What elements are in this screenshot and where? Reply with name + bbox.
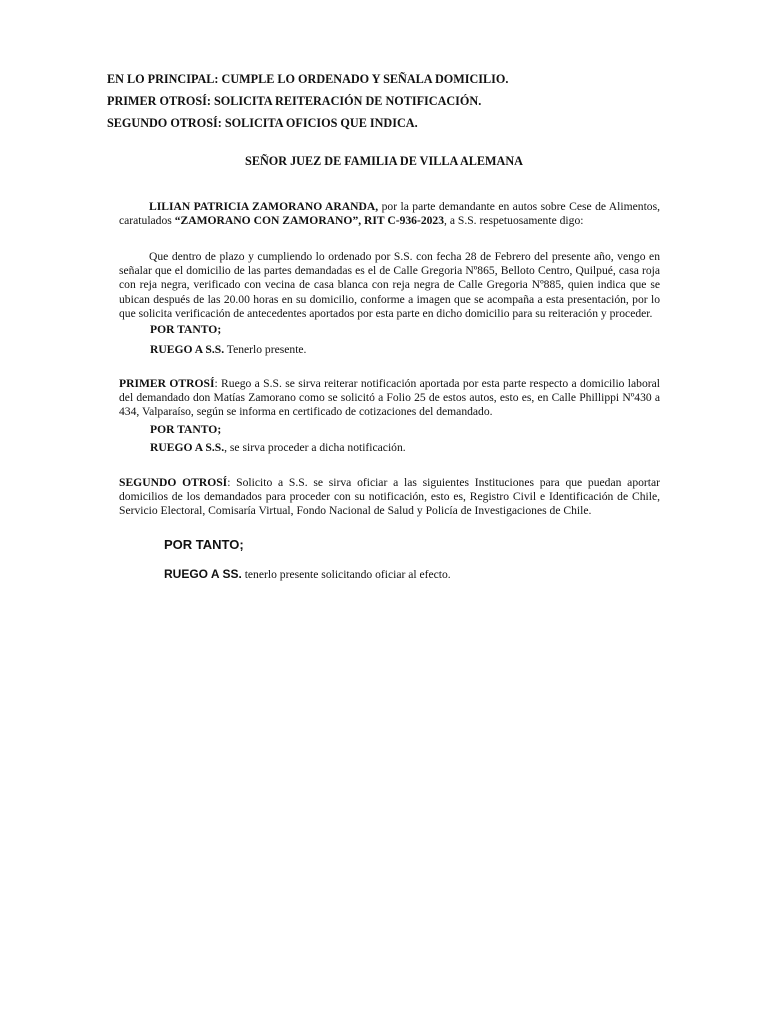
primer-otrosi-ruego (150, 441, 406, 454)
segundo-otrosi-label: SEGUNDO OTROSÍ (119, 476, 228, 489)
addressee-title: SEÑOR JUEZ DE FAMILIA DE VILLA ALEMANA (245, 154, 523, 168)
principal-paragraph: Que dentro de plazo y cumpliendo lo ordenado por S.S. con fecha 28 de Febrero del presente año, vengo en señalar que el domicilio de las partes demandadas es el de Calle Gregoria Nº865, Belloto Centro, Quilpué, casa roja con reja negra, verificado con vecina de casa blanca con reja negra de Calle Gregoria Nº885, quien indica que se ubican después de las 20.00 horas en su domicilio, conforme a imagen que se acompaña a esta presentación, por lo que solicita verificación de antecedentes aportados por esta parte en dicho domicilio para su reiteración y proceder. (119, 250, 660, 320)
primer-otrosi-label: PRIMER OTROSÍ (119, 377, 215, 390)
intro-text: por la parte demandante en autos sobre Cese de Alimentos, caratulados (119, 200, 661, 228)
primer-otrosi-paragraph (119, 377, 660, 420)
por-tanto-label: POR TANTO; (150, 423, 222, 436)
segundo-otrosi-ruego (164, 567, 451, 581)
segundo-otrosi-body: : Solicito a S.S. se sirva oficiar a las siguientes Instituciones para que puedan aportar domicilios de los demandados para proceder con su notificación, esto es, Registro Civil e Identificación de Chile, Servicio Electoral, Comisaría Virtual, Fondo Nacional de Salud y Policía de Investigaciones de Chile. (119, 476, 661, 518)
segundo-otrosi-por-tanto (164, 537, 244, 553)
ruego-label: RUEGO A S.S. (150, 441, 225, 454)
heading-primer-otrosi: PRIMER OTROSÍ: SOLICITA REITERACIÓN DE NOTIFICACIÓN. (107, 94, 482, 108)
case-caption: “ZAMORANO CON ZAMORANO”, RIT C-936-2023 (174, 214, 445, 228)
principal-ruego (150, 343, 306, 356)
ruego-label: RUEGO A S.S. (150, 343, 225, 356)
principal-por-tanto (150, 323, 221, 336)
heading-segundo-otrosi: SEGUNDO OTROSÍ: SOLICITA OFICIOS QUE INDICA. (107, 116, 418, 130)
ruego-label: RUEGO A SS. (164, 567, 242, 581)
petitioner-name: LILIAN PATRICIA ZAMORANO ARANDA, (149, 200, 379, 213)
segundo-otrosi-paragraph (119, 476, 660, 519)
primer-otrosi-body: : Ruego a S.S. se sirva reiterar notificación aportada por esta parte respecto a domicilio laboral del demandado don Matías Zamorano como se solicitó a Folio 25 de estos autos, esto es, en Calle Phillippi Nº430 a 434, Valparaíso, según se informa en certificado de cotizaciones del demandado. (119, 377, 660, 419)
ruego-text: Tenerlo presente. (224, 343, 307, 356)
ruego-text: tenerlo presente solicitando oficiar al efecto. (241, 568, 451, 581)
primer-otrosi-por-tanto (150, 423, 221, 436)
heading-principal: EN LO PRINCIPAL: CUMPLE LO ORDENADO Y SEÑALA DOMICILIO. (107, 72, 509, 86)
intro-paragraph (119, 200, 660, 228)
por-tanto-label: POR TANTO; (150, 323, 222, 336)
por-tanto-label: POR TANTO; (164, 537, 244, 552)
ruego-text: , se sirva proceder a dicha notificación. (224, 441, 406, 454)
intro-closing: , a S.S. respetuosamente digo: (444, 214, 584, 228)
